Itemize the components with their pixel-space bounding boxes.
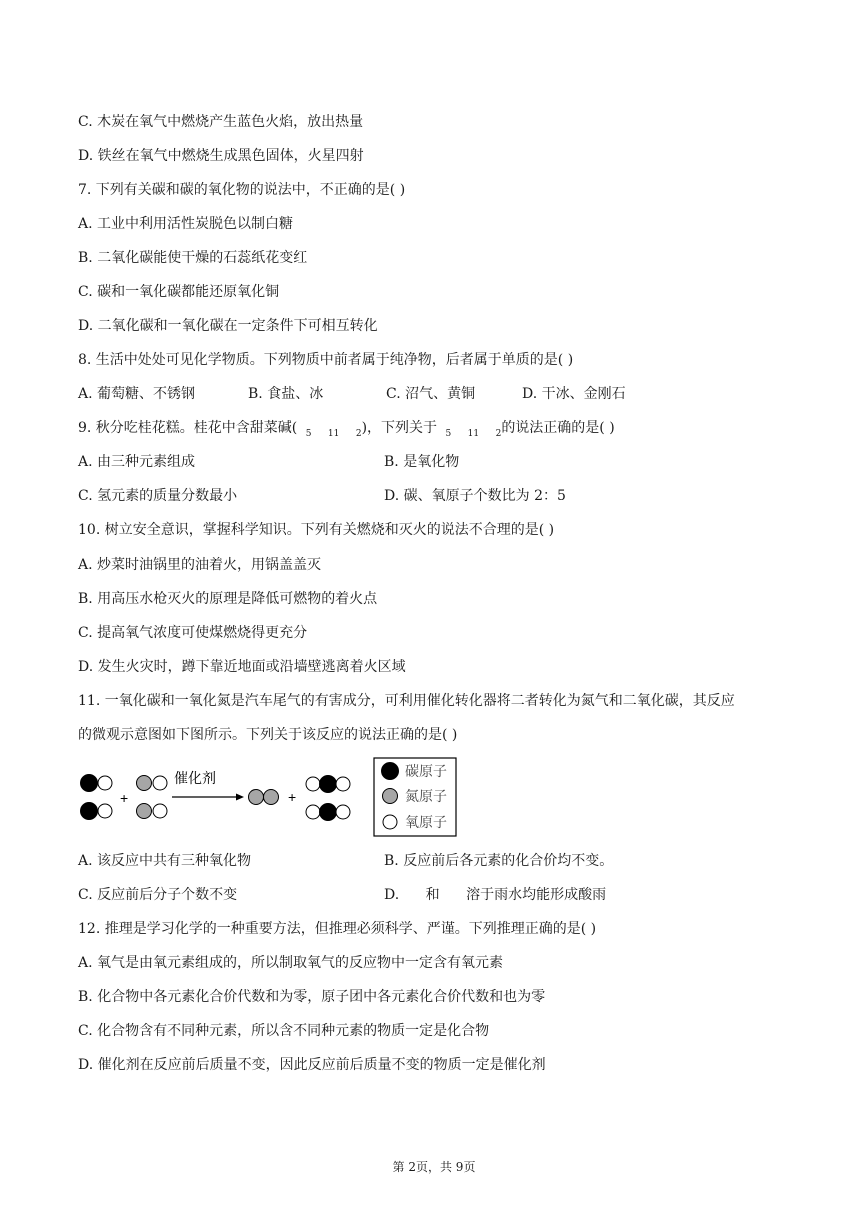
q12-option-c: C. 化合物含有不同种元素，所以含不同种元素的物质一定是化合物 <box>78 1023 490 1039</box>
q9-option-d: D. 碳、氧原子个数比为 2：5 <box>384 488 566 504</box>
q11-option-d-letter: D. <box>384 887 400 903</box>
q9-formula-sub: 2 <box>355 429 362 439</box>
q11-stem-line1: 11. 一氧化碳和一氧化氮是汽车尾气的有害成分，可利用催化转化器将二者转化为氮气和二氧化碳，其反应 <box>78 693 735 709</box>
no-molecule <box>137 804 168 819</box>
co-molecule <box>81 803 113 820</box>
q7-option-b: B. 二氧化碳能使干燥的石蕊纸花变红 <box>78 250 308 266</box>
q11-option-d-and: 和 <box>425 887 440 903</box>
reaction-diagram <box>76 756 466 838</box>
q8-stem: 8. 生活中处处可见化学物质。下列物质中前者属于纯净物，后者属于单质的是( ) <box>78 352 574 368</box>
q9-formula-sub: 5 <box>445 429 452 439</box>
q12-option-d: D. 催化剂在反应前后质量不变，因此反应前后质量不变的物质一定是催化剂 <box>78 1057 546 1073</box>
q7-option-d: D. 二氧化碳和一氧化碳在一定条件下可相互转化 <box>78 318 378 334</box>
q9-formula-sub: 11 <box>327 429 340 439</box>
co2-molecule <box>306 804 350 821</box>
q9-formula-sub: 2 <box>495 429 502 439</box>
q10-option-c: C. 提高氧气浓度可使煤燃烧得更充分 <box>78 625 308 641</box>
q7-stem: 7. 下列有关碳和碳的氧化物的说法中，不正确的是( ) <box>78 182 406 198</box>
q11-option-b: B. 反应前后各元素的化合价均不变。 <box>384 853 614 869</box>
q10-option-b: B. 用高压水枪灭火的原理是降低可燃物的着火点 <box>78 591 378 607</box>
q10-stem: 10. 树立安全意识，掌握科学知识。下列有关燃烧和灭火的说法不合理的是( ) <box>78 522 555 538</box>
no-molecule <box>137 776 168 791</box>
q7-option-a: A. 工业中利用活性炭脱色以制白糖 <box>78 216 294 232</box>
q9-formula-sub: 5 <box>305 429 312 439</box>
co2-molecule <box>306 776 350 793</box>
q9-option-c: C. 氢元素的质量分数最小 <box>78 488 238 504</box>
q8-option-b: B. 食盐、冰 <box>248 386 324 402</box>
q8-option-a: A. 葡萄糖、不锈钢 <box>78 386 196 402</box>
q11-option-d-text: 溶于雨水均能形成酸雨 <box>466 887 607 903</box>
q10-option-a: A. 炒菜时油锅里的油着火，用锅盖盖灭 <box>78 557 322 573</box>
plus-sign: + <box>288 789 297 805</box>
q9-stem <box>78 418 615 440</box>
q6-option-c: C. 木炭在氧气中燃烧产生蓝色火焰，放出热量 <box>78 114 364 130</box>
q9-formula-sub: 11 <box>467 429 480 439</box>
legend-oxygen: 氧原子 <box>405 815 447 831</box>
q8-option-d: D. 干冰、金刚石 <box>522 386 626 402</box>
co-molecule <box>81 775 113 792</box>
oxygen-atom-swatch <box>383 815 397 829</box>
legend-nitrogen: 氮原子 <box>405 789 447 805</box>
catalyst-label: 催化剂 <box>174 771 216 787</box>
q12-option-a: A. 氧气是由氧元素组成的，所以制取氧气的反应物中一定含有氧元素 <box>78 955 504 971</box>
nitrogen-atom-swatch <box>383 789 398 804</box>
q9-stem-end: 的说法正确的是( ) <box>501 420 615 436</box>
carbon-atom-swatch <box>382 763 399 780</box>
q6-option-d: D. 铁丝在氧气中燃烧生成黑色固体，火星四射 <box>78 148 364 164</box>
q8-option-c: C. 沼气、黄铜 <box>386 386 476 402</box>
plus-sign: + <box>120 790 129 806</box>
q9-option-a: A. 由三种元素组成 <box>78 454 196 470</box>
q11-option-a: A. 该反应中共有三种氧化物 <box>78 853 252 869</box>
q11-option-d <box>384 885 606 905</box>
q7-option-c: C. 碳和一氧化碳都能还原氧化铜 <box>78 284 280 300</box>
q12-option-b: B. 化合物中各元素化合价代数和为零，原子团中各元素化合价代数和也为零 <box>78 989 546 1005</box>
q9-option-b: B. 是氧化物 <box>384 454 460 470</box>
q12-stem: 12. 推理是学习化学的一种重要方法，但推理必须科学、严谨。下列推理正确的是( ) <box>78 921 597 937</box>
q11-option-c: C. 反应前后分子个数不变 <box>78 887 238 903</box>
q9-stem-start: 9. 秋分吃桂花糕。桂花中含甜菜碱( <box>78 420 298 436</box>
q10-option-d: D. 发生火灾时，蹲下靠近地面或沿墙壁逃离着火区域 <box>78 659 406 675</box>
reaction-arrow <box>172 794 244 801</box>
q11-stem-line2: 的微观示意图如下图所示。下列关于该反应的说法正确的是( ) <box>78 727 458 743</box>
page-footer: 第 2页，共 9页 <box>392 1160 476 1174</box>
n2-molecule <box>249 790 279 805</box>
q9-stem-middle: )，下列关于 <box>361 420 438 436</box>
atom-legend <box>374 758 456 836</box>
legend-carbon: 碳原子 <box>405 764 447 780</box>
